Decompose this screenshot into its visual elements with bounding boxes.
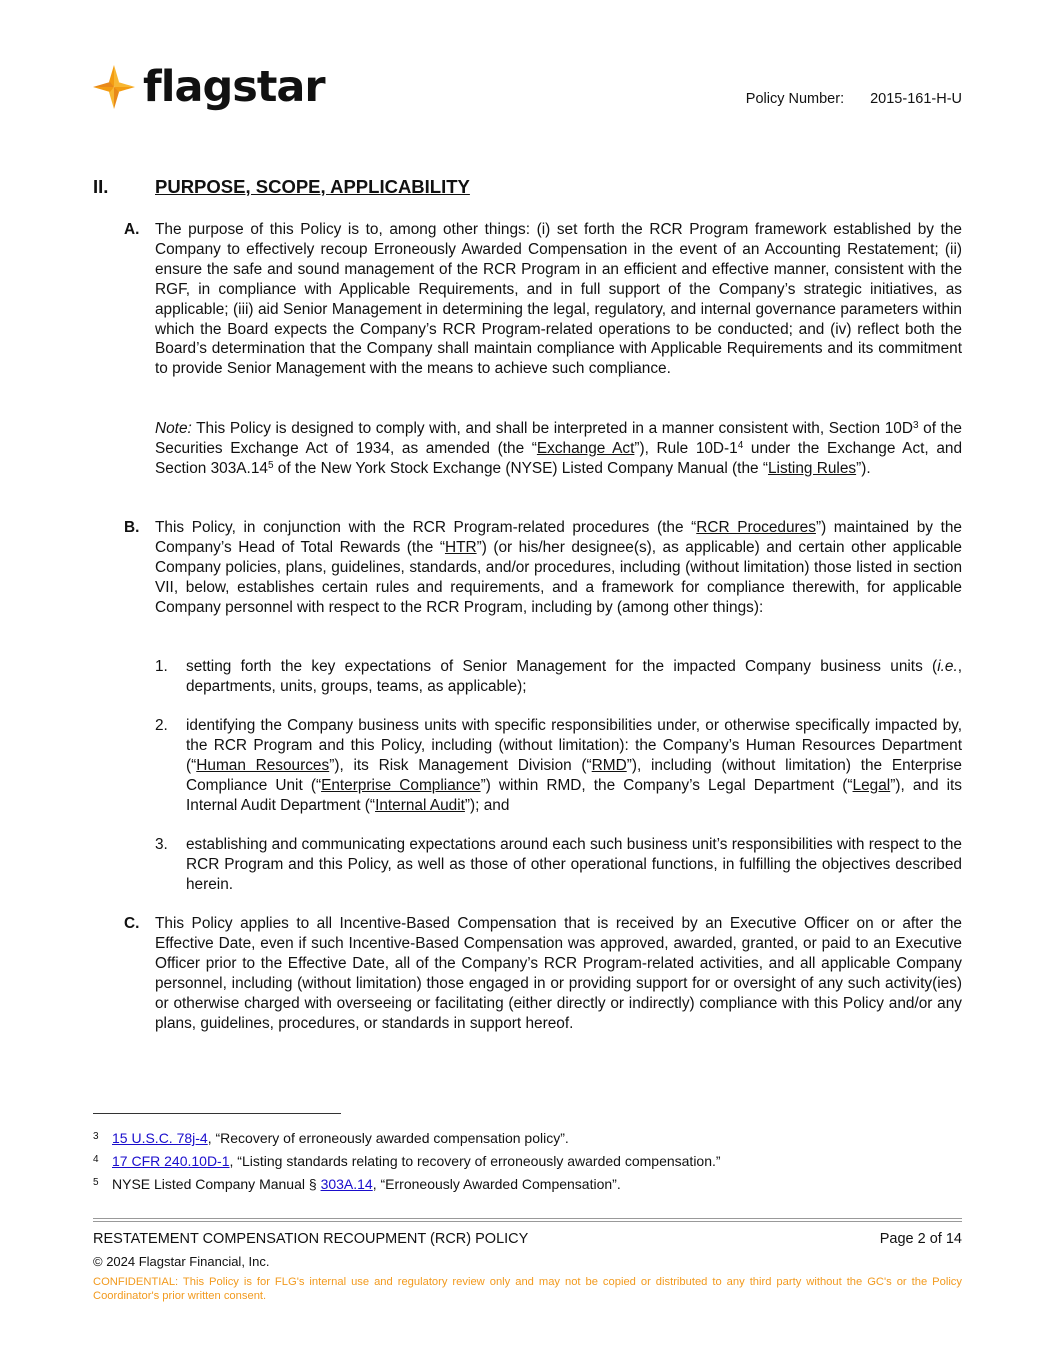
term-enterprise-compliance: Enterprise Compliance bbox=[321, 776, 481, 794]
paragraph-b: This Policy, in conjunction with the RCR Program-related procedures (the “RCR Procedures”) maintained by the Company’s Head of Total Rewards (the “HTR”) (or his/her designee(s), as applicable) and certain other applicable Company policies, plans, guidelines, standards, and/or procedures, including (without limitation) those listed in section VII, below, establishes certain rules and requirements, and a framework for compliance therewith, for applicable Company personnel with respect to the RCR Program, including by (among other things): bbox=[155, 519, 962, 616]
section-heading bbox=[93, 176, 470, 198]
footnote-ref-3: 3 bbox=[912, 420, 919, 431]
footnote-5: 5 NYSE Listed Company Manual § 303A.14, “Erroneously Awarded Compensation”. bbox=[93, 1176, 621, 1192]
item-1-number: 1. bbox=[155, 658, 168, 675]
term-htr: HTR bbox=[444, 538, 477, 556]
paragraph-c-letter: C. bbox=[124, 915, 140, 932]
footnote-4: 4 17 CFR 240.10D-1, “Listing standards relating to recovery of erroneously awarded compensation.” bbox=[93, 1153, 721, 1169]
footnote-5-link[interactable]: 303A.14 bbox=[320, 1176, 373, 1192]
item-3-number: 3. bbox=[155, 836, 168, 853]
paragraph-a-letter: A. bbox=[124, 221, 140, 238]
policy-number bbox=[746, 91, 962, 107]
item-3: establishing and communicating expectations around each such business unit’s responsibilities with respect to the RCR Program and this Policy, as well as those of other operational functions, in fulfilling the objectives described herein. bbox=[186, 836, 962, 893]
paragraph-b-letter: B. bbox=[124, 519, 140, 536]
footer-confidential-notice: CONFIDENTIAL: This Policy is for FLG's internal use and regulatory review only and may not be copied or distributed to any third party without the GC's or the Policy Coordinator's prior written consent. bbox=[93, 1276, 962, 1302]
footnote-ref-5: 5 bbox=[267, 459, 274, 471]
flagstar-star-icon bbox=[93, 65, 135, 109]
footer-policy-title: RESTATEMENT COMPENSATION RECOUPMENT (RCR) POLICY bbox=[93, 1231, 529, 1247]
footnote-3: 3 15 U.S.C. 78j-4, “Recovery of erroneously awarded compensation policy”. bbox=[93, 1130, 569, 1146]
term-rmd: RMD bbox=[591, 756, 627, 774]
footnote-divider bbox=[93, 1113, 341, 1114]
term-exchange-act: Exchange Act bbox=[536, 439, 635, 457]
item-2-number: 2. bbox=[155, 717, 168, 734]
footnote-3-link[interactable]: 15 U.S.C. 78j-4 bbox=[112, 1130, 208, 1146]
note-label: Note: bbox=[155, 420, 192, 437]
footer-divider-bottom bbox=[93, 1221, 962, 1222]
paragraph-a: The purpose of this Policy is to, among other things: (i) set forth the RCR Program framework established by the Company to effectively recoup Erroneously Awarded Compensation in the event of an Accounting Restatement; (ii) ensure the safe and sound management of the RCR Program in an efficient and effective manner, consistent with the RGF, in compliance with Applicable Requirements, and in full support of the Company’s strategic initiatives, as applicable; (iii) aid Senior Management in determining the legal, regulatory, and internal governance parameters within which the Board expects the Company’s RCR Program-related operations to be conducted; and (iv) reflect both the Board’s determination that the Company shall maintain compliance with Applicable Requirements and its commitment to provide Senior Management with the means to achieve such compliance. bbox=[155, 221, 962, 378]
term-legal: Legal bbox=[852, 776, 891, 794]
section-title: PURPOSE, SCOPE, APPLICABILITY bbox=[155, 176, 470, 197]
flagstar-logo bbox=[93, 60, 325, 114]
footnote-4-link[interactable]: 17 CFR 240.10D-1 bbox=[112, 1153, 230, 1169]
item-2: identifying the Company business units with specific responsibilities under, or otherwise specifically impacted by, the RCR Program and this Policy, including (without limitation): the Company’s Human Resources Department (“Human Resources”), its Risk Management Division (“RMD”), including (without limitation) the Enterprise Compliance Unit (“Enterprise Compliance”) within RMD, the Company’s Legal Department (“Legal”), and its Internal Audit Department (“Internal Audit”); and bbox=[186, 717, 962, 814]
term-rcr-procedures: RCR Procedures bbox=[696, 519, 816, 536]
note-paragraph: Note: This Policy is designed to comply with, and shall be interpreted in a manner consistent with, Section $10D^3$ of the Securities Exchange Act of 1934, as amended (the “Exchange Act”), Rule $10D-1^4$ under the Exchange Act, and Section $303A.14^5$ of the New York Stock Exchange (NYSE) Listed Company Manual (the “Listing Rules”). bbox=[155, 420, 962, 477]
footnote-ref-4: 4 bbox=[737, 439, 744, 451]
term-internal-audit: Internal Audit bbox=[375, 796, 465, 814]
footer-copyright: © 2024 Flagstar Financial, Inc. bbox=[93, 1254, 270, 1269]
term-listing-rules: Listing Rules bbox=[767, 459, 857, 477]
policy-number-label: Policy Number: bbox=[745, 91, 845, 107]
policy-number-value: 2015-161-H-U bbox=[870, 91, 962, 107]
footer-divider-top bbox=[93, 1218, 962, 1219]
logo-text: flagstar bbox=[143, 61, 325, 112]
footer-page-number: Page 2 of 14 bbox=[879, 1231, 962, 1247]
paragraph-c: This Policy applies to all Incentive-Based Compensation that is received by an Executive Officer on or after the Effective Date, even if such Incentive-Based Compensation was approved, awarded, granted, or paid to an Executive Officer prior to the Effective Date, all of the Company’s RCR Program-related activities, and all applicable Company personnel, including (without limitation) those engaged in or providing support for or oversight of any such activity(ies) or otherwise charged with overseeing or facilitating (either directly or indirectly) compliance with this Policy and/or any plans, guidelines, procedures, or standards in support hereof. bbox=[155, 915, 962, 1032]
term-human-resources: Human Resources bbox=[196, 756, 330, 774]
section-number: II. bbox=[93, 176, 109, 197]
item-1: setting forth the key expectations of Senior Management for the impacted Company business units (i.e., departments, units, groups, teams, as applicable); bbox=[186, 658, 962, 695]
